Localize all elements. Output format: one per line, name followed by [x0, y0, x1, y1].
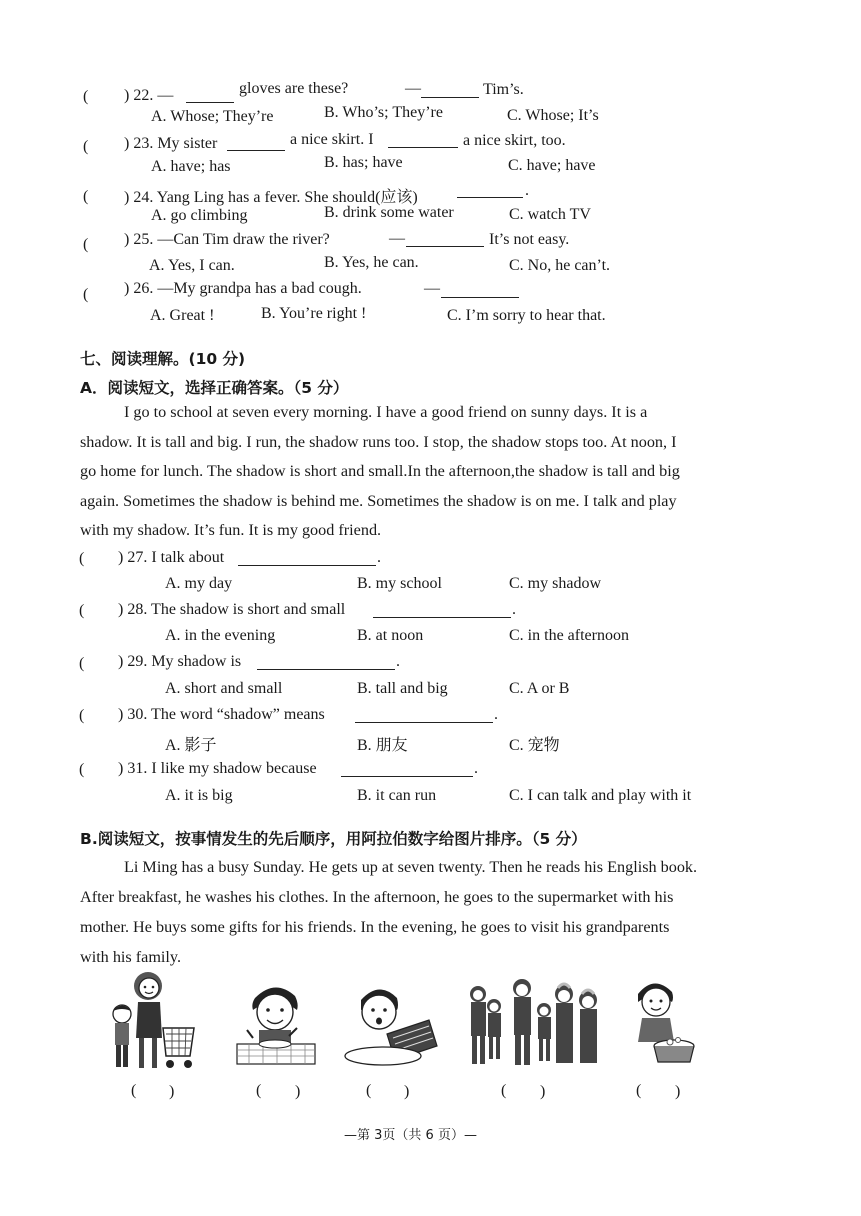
option-a: A. my day — [165, 575, 233, 592]
order-paren-open[interactable]: ( — [501, 1082, 507, 1099]
answer-paren[interactable]: ( — [79, 761, 85, 778]
eating-breakfast-picture — [229, 980, 321, 1068]
passage-line: with my shadow. It’s fun. It is my good friend. — [80, 521, 382, 539]
answer-paren[interactable]: ( — [79, 550, 85, 567]
answer-paren[interactable]: ( — [83, 188, 89, 205]
question-stem: ) 23. My sister — [124, 135, 218, 152]
answer-paren[interactable]: ( — [79, 707, 85, 724]
passage-line: go home for lunch. The shadow is short and small.In the afternoon,the shadow is tall and big — [80, 462, 680, 480]
order-paren-close: ) — [404, 1083, 410, 1100]
option-a: A. 影子 — [165, 737, 217, 754]
option-b: B. at noon — [357, 627, 424, 644]
option-b: B. Yes, he can. — [324, 254, 419, 271]
question-end: . — [396, 653, 400, 670]
answer-blank[interactable] — [257, 655, 395, 670]
reply-dash: — — [424, 280, 440, 297]
question-stem: ) 26. —My grandpa has a bad cough. — [124, 280, 362, 297]
answer-blank[interactable] — [457, 183, 523, 198]
order-paren-close: ) — [169, 1083, 175, 1100]
answer-paren[interactable]: ( — [79, 655, 85, 672]
passage-line: again. Sometimes the shadow is behind me. Sometimes the shadow is on me. I talk and play — [80, 491, 677, 510]
option-a: A. go climbing — [151, 207, 248, 224]
answer-paren[interactable]: ( — [83, 236, 89, 253]
option-a: A. in the evening — [165, 627, 276, 644]
question-stem: a nice skirt, too. — [463, 132, 566, 149]
question-end: . — [525, 182, 529, 199]
option-c: C. I’m sorry to hear that. — [447, 307, 606, 324]
shopping-with-mother-picture — [108, 966, 198, 1074]
order-paren-close: ) — [295, 1083, 301, 1100]
option-b: B. drink some water — [324, 204, 454, 221]
reply-dash: — — [389, 230, 405, 247]
washing-clothes-picture — [626, 976, 698, 1068]
question-stem: ) 31. I like my shadow because — [118, 760, 317, 777]
passage-b — [80, 852, 780, 972]
question-stem: gloves are these? — [239, 80, 349, 97]
option-a: A. it is big — [165, 787, 233, 804]
answer-blank[interactable] — [341, 762, 473, 777]
answer-blank[interactable] — [421, 83, 479, 98]
option-a: A. short and small — [165, 680, 283, 697]
answer-paren[interactable]: ( — [79, 602, 85, 619]
option-c: C. No, he can’t. — [509, 257, 611, 274]
passage-line: I go to school at seven every morning. I have a good friend on sunny days. It is a — [124, 403, 648, 421]
question-stem: ) 29. My shadow is — [118, 653, 242, 670]
option-b: B. my school — [357, 575, 442, 592]
answer-paren[interactable]: ( — [83, 88, 89, 105]
option-c: C. in the afternoon — [509, 627, 629, 644]
answer-paren[interactable]: ( — [83, 286, 89, 303]
option-c: C. A or B — [509, 680, 570, 697]
question-stem: ) 22. — — [124, 87, 174, 104]
option-b: B. it can run — [357, 787, 437, 804]
reply-text: Tim’s. — [483, 81, 524, 98]
question-end: . — [474, 760, 478, 777]
passage-line: shadow. It is tall and big. I run, the shadow runs too. I stop, the shadow stops too. At noon, I — [80, 432, 677, 451]
question-stem: ) 28. The shadow is short and small — [118, 601, 346, 618]
option-a: A. Great ! — [150, 307, 215, 324]
order-paren-open[interactable]: ( — [256, 1082, 262, 1099]
option-a: A. Yes, I can. — [149, 257, 235, 274]
question-stem: ) 27. I talk about — [118, 549, 225, 566]
passage-line: After breakfast, he washes his clothes. In the afternoon, he goes to the supermarket with his — [80, 888, 674, 906]
option-c: C. Whose; It’s — [507, 107, 599, 124]
question-end: . — [494, 706, 498, 723]
family-visit-picture — [466, 972, 606, 1072]
option-a: A. have; has — [151, 158, 231, 175]
answer-paren[interactable]: ( — [83, 138, 89, 155]
answer-blank[interactable] — [373, 603, 511, 618]
option-c: C. watch TV — [509, 206, 591, 223]
passage-a — [80, 398, 780, 546]
option-b: B. Who’s; They’re — [324, 104, 443, 121]
option-b: B. has; have — [324, 154, 403, 171]
order-paren-close: ) — [675, 1083, 681, 1100]
reading-book-picture — [341, 980, 441, 1066]
order-paren-open[interactable]: ( — [636, 1082, 642, 1099]
option-c: C. have; have — [508, 157, 596, 174]
part-b-title: B.阅读短文，按事情发生的先后顺序，用阿拉伯数字给图片排序。（5 分） — [80, 830, 587, 848]
reply-text: It’s not easy. — [489, 231, 570, 248]
option-b: B. 朋友 — [357, 737, 408, 754]
answer-blank[interactable] — [441, 283, 519, 298]
order-paren-open[interactable]: ( — [131, 1082, 137, 1099]
answer-blank[interactable] — [238, 551, 376, 566]
question-stem: ) 24. Yang Ling has a fever. She should(应该) — [124, 189, 418, 206]
page-footer: —第 3页（共 6 页）— — [344, 1128, 477, 1143]
answer-blank[interactable] — [388, 133, 458, 148]
passage-line: Li Ming has a busy Sunday. He gets up at seven twenty. Then he reads his English book. — [124, 858, 698, 876]
option-a: A. Whose; They’re — [151, 108, 274, 125]
option-c: C. my shadow — [509, 575, 601, 592]
question-stem: ) 30. The word “shadow” means — [118, 706, 325, 723]
passage-line: mother. He buys some gifts for his friends. In the evening, he goes to visit his grandparents — [80, 918, 670, 936]
answer-blank[interactable] — [227, 136, 285, 151]
answer-blank[interactable] — [355, 708, 493, 723]
order-paren-close: ) — [540, 1083, 546, 1100]
answer-blank[interactable] — [186, 88, 234, 103]
reply-dash: — — [405, 80, 421, 97]
option-b: B. tall and big — [357, 680, 448, 697]
order-paren-open[interactable]: ( — [366, 1082, 372, 1099]
question-end: . — [512, 601, 516, 618]
option-c: C. 宠物 — [509, 737, 560, 754]
question-stem: ) 25. —Can Tim draw the river? — [124, 231, 330, 248]
part-a-title: A．阅读短文，选择正确答案。（5 分） — [80, 379, 349, 397]
question-stem: a nice skirt. I — [290, 131, 374, 148]
section-title: 七、阅读理解。(10 分) — [80, 350, 246, 368]
option-c: C. I can talk and play with it — [509, 787, 692, 804]
passage-line: with his family. — [80, 948, 182, 966]
option-b: B. You’re right ! — [261, 305, 367, 322]
answer-blank[interactable] — [406, 232, 484, 247]
question-end: . — [377, 549, 381, 566]
